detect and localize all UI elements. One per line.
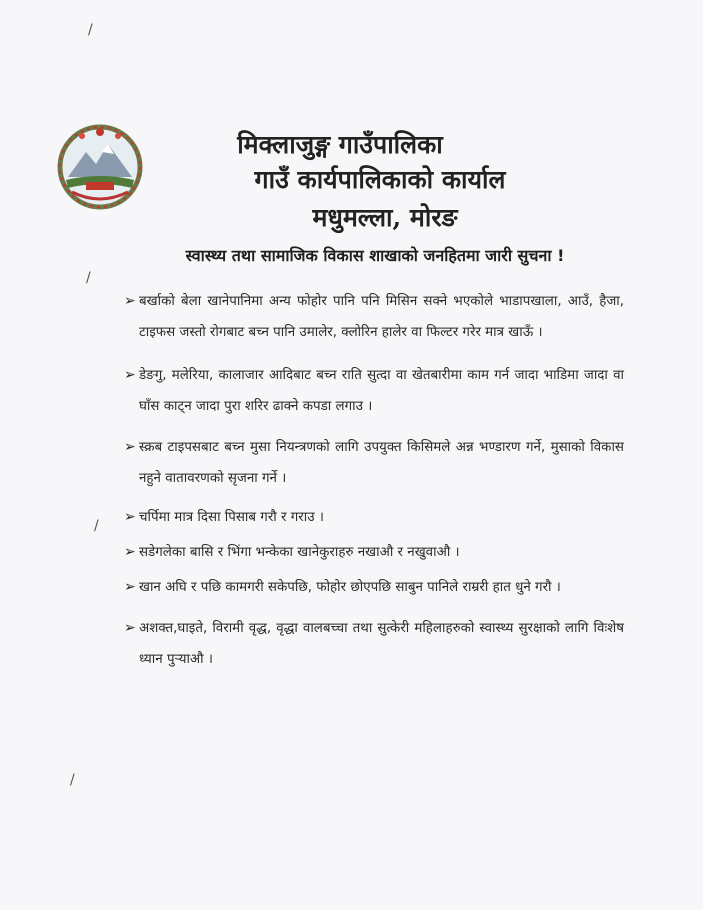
arrow-bullet-icon: ➢: [124, 579, 136, 595]
list-item: [124, 360, 624, 422]
arrow-bullet-icon: ➢: [124, 620, 136, 636]
scan-speck: /: [70, 772, 75, 788]
arrow-bullet-icon: ➢: [124, 367, 136, 383]
notice-text: बर्खाको बेला खानेपानिमा अन्य फोहोर पानि पनि मिसिन सक्ने भएकोले भाडापखाला, आउँ, हैजा, टाइफस जस्तो रोगबाट बच्न पानि उमालेर, क्लोरिन हालेर वा फिल्टर गरेर मात्र खाऊँ ।: [139, 294, 624, 340]
scan-speck: /: [88, 22, 93, 38]
list-item: [124, 432, 624, 494]
notice-title: स्वास्थ्य तथा सामाजिक विकास शाखाको जनहितमा जारी सुचना !: [185, 246, 565, 265]
notice-text: चर्पिमा मात्र दिसा पिसाब गरौ र गराउ ।: [139, 510, 324, 525]
list-item: [124, 613, 624, 675]
notice-list: [124, 286, 624, 689]
list-item: [124, 572, 624, 603]
list-item: [124, 502, 624, 533]
nepal-emblem-icon: [52, 122, 148, 212]
office-name: गाउँ कार्यपालिकाको कार्याल: [254, 165, 506, 194]
notice-text: अशक्त,घाइते, विरामी वृद्ध, वृद्धा वालबच्चा तथा सुत्केरी महिलाहरुको स्वास्थ्य सुरक्षाको लागि विःशेष ध्यान पुर्‍याऔ ।: [139, 621, 624, 667]
list-item: [124, 537, 624, 568]
notice-text: खान अघि र पछि कामगरी सकेपछि, फोहोर छोएपछि साबुन पानिले राम्ररी हात धुने गरौ ।: [139, 580, 561, 595]
arrow-bullet-icon: ➢: [124, 509, 136, 525]
arrow-bullet-icon: ➢: [124, 439, 136, 455]
notice-text: सडेगलेका बासि र भिंगा भन्केका खानेकुराहरु नखाऔ र नखुवाऔ ।: [139, 545, 460, 560]
arrow-bullet-icon: ➢: [124, 293, 136, 309]
office-location: मधुमल्ला, मोरङ: [312, 203, 458, 232]
arrow-bullet-icon: ➢: [124, 544, 136, 560]
notice-text: डेङगु, मलेरिया, कालाजार आदिबाट बच्न राति सुत्दा वा खेतबारीमा काम गर्न जादा भाडिमा जादा वा घाँस काट्न जादा पुरा शरिर ढाक्ने कपडा लगाउ ।: [139, 368, 624, 414]
municipality-name: मिक्लाजुङ्ग गाउँपालिका: [237, 130, 443, 159]
notice-text: स्क्रब टाइपसबाट बच्न मुसा नियन्त्रणको लागि उपयुक्त किसिमले अन्न भण्डारण गर्ने, मुसाको विकास नहुने वातावरणको सृजना गर्ने ।: [139, 440, 624, 486]
scan-speck: /: [86, 270, 91, 286]
list-item: [124, 286, 624, 348]
scan-speck: /: [94, 518, 99, 534]
